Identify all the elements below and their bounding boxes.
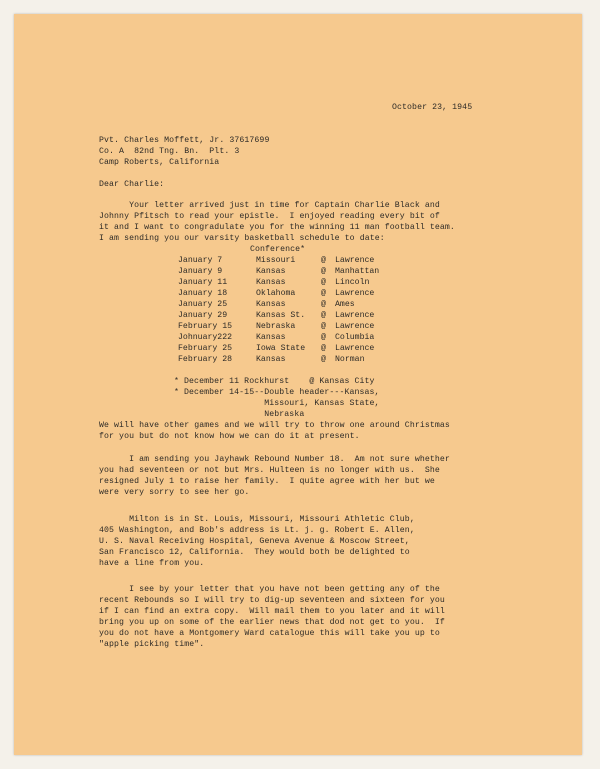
schedule-date: January 9	[178, 267, 223, 276]
para5-line-2: recent Rebounds so I will try to dig-up seventeen and sixteen for you	[99, 596, 445, 605]
salutation: Dear Charlie:	[99, 180, 165, 189]
schedule-location: Lincoln	[335, 278, 370, 287]
extra-game-line-4: Nebraska	[174, 410, 305, 419]
para1-line-2: Johnny Pfitsch to read your epistle. I enjoyed reading every bit of	[99, 212, 440, 221]
address-line-3: Camp Roberts, California	[99, 158, 220, 167]
para4-line-2: 405 Washington, and Bob's address is Lt. j. g. Robert E. Allen,	[99, 526, 415, 535]
schedule-opponent: Iowa State	[256, 344, 306, 353]
schedule-opponent: Oklahoma	[256, 289, 296, 298]
schedule-date: January 18	[178, 289, 228, 298]
para1-line-1: Your letter arrived just in time for Captain Charlie Black and	[99, 201, 440, 210]
schedule-opponent: Kansas St.	[256, 311, 306, 320]
at-symbol: @	[321, 256, 326, 265]
para4-line-5: have a line from you.	[99, 559, 205, 568]
schedule-location: Lawrence	[335, 322, 375, 331]
schedule-location: Manhattan	[335, 267, 380, 276]
schedule-opponent: Kansas	[256, 300, 286, 309]
para2-line-2: for you but do not know how we can do it at present.	[99, 432, 360, 441]
para4-line-1: Milton is in St. Louis, Missouri, Missouri Athletic Club,	[99, 515, 415, 524]
schedule-date: February 15	[178, 322, 233, 331]
schedule-opponent: Kansas	[256, 267, 286, 276]
schedule-date: January 25	[178, 300, 228, 309]
address-line-2: Co. A 82nd Tng. Bn. Plt. 3	[99, 147, 240, 156]
schedule-opponent: Kansas	[256, 333, 286, 342]
schedule-date: February 28	[178, 355, 233, 364]
extra-game-line-1: * December 11 Rockhurst @ Kansas City	[174, 377, 375, 386]
at-symbol: @	[321, 322, 326, 331]
schedule-date: January 7	[178, 256, 223, 265]
letter-date: October 23, 1945	[392, 103, 473, 112]
schedule-location: Columbia	[335, 333, 375, 342]
at-symbol: @	[321, 355, 326, 364]
schedule-opponent: Missouri	[256, 256, 296, 265]
para4-line-3: U. S. Naval Receiving Hospital, Geneva Avenue & Moscow Street,	[99, 537, 410, 546]
para3-line-1: I am sending you Jayhawk Rebound Number 18. Am not sure whether	[99, 455, 450, 464]
at-symbol: @	[321, 311, 326, 320]
schedule-location: Norman	[335, 355, 365, 364]
schedule-opponent: Kansas	[256, 278, 286, 287]
schedule-date: Johnuary222	[178, 333, 233, 342]
schedule-location: Ames	[335, 300, 355, 309]
schedule-date: January 29	[178, 311, 228, 320]
para3-line-3: resigned July 1 to raise her family. I quite agree with her but we	[99, 477, 435, 486]
extra-game-line-2: * December 14-15--Double header---Kansas,	[174, 388, 380, 397]
para5-line-6: "apple picking time".	[99, 640, 205, 649]
at-symbol: @	[321, 267, 326, 276]
para5-line-4: bring you up on some of the earlier news that dod not get to you. If	[99, 618, 445, 627]
para3-line-2: you had seventeen or not but Mrs. Hulteen is no longer with us. She	[99, 466, 440, 475]
schedule-location: Lawrence	[335, 256, 375, 265]
address-line-1: Pvt. Charles Moffett, Jr. 37617699	[99, 136, 270, 145]
schedule-location: Lawrence	[335, 344, 375, 353]
at-symbol: @	[321, 300, 326, 309]
para1-line-3: it and I want to congradulate you for the winning 11 man football team.	[99, 223, 455, 232]
schedule-location: Lawrence	[335, 289, 375, 298]
para1-line-4: I am sending you our varsity basketball schedule to date:	[99, 234, 385, 243]
para2-line-1: We will have other games and we will try to throw one around Christmas	[99, 421, 450, 430]
schedule-heading: Conference*	[250, 245, 306, 254]
at-symbol: @	[321, 278, 326, 287]
schedule-location: Lawrence	[335, 311, 375, 320]
para4-line-4: San Francisco 12, California. They would both be delighted to	[99, 548, 410, 557]
at-symbol: @	[321, 289, 326, 298]
at-symbol: @	[321, 344, 326, 353]
schedule-date: February 25	[178, 344, 233, 353]
schedule-opponent: Nebraska	[256, 322, 296, 331]
letter-page	[14, 14, 582, 755]
schedule-date: January 11	[178, 278, 228, 287]
para5-line-1: I see by your letter that you have not been getting any of the	[99, 585, 440, 594]
at-symbol: @	[321, 333, 326, 342]
para5-line-3: if I can find an extra copy. Will mail them to you later and it will	[99, 607, 445, 616]
para3-line-4: were very sorry to see her go.	[99, 488, 250, 497]
schedule-opponent: Kansas	[256, 355, 286, 364]
extra-game-line-3: Missouri, Kansas State,	[174, 399, 380, 408]
para5-line-5: you do not have a Montgomery Ward catalogue this will take you up to	[99, 629, 440, 638]
